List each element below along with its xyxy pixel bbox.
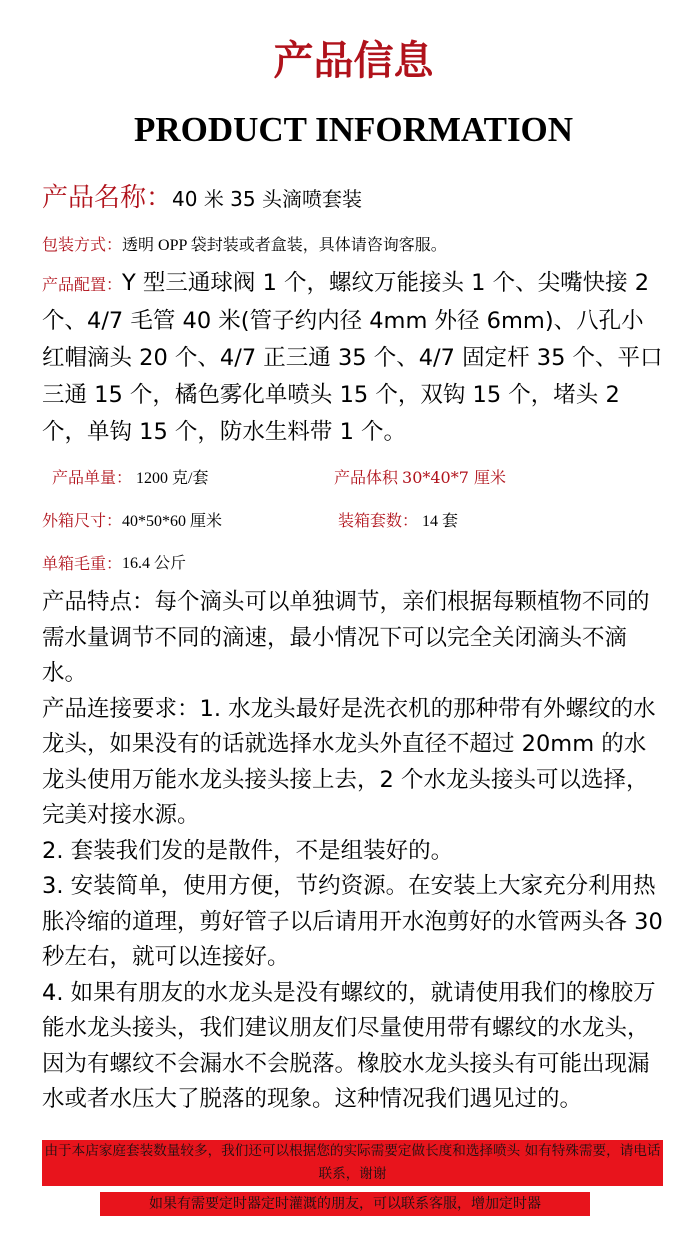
- sets-cell: [338, 510, 458, 533]
- volume-cell: [334, 467, 506, 490]
- product-name-row: [42, 180, 665, 220]
- packaging-label: 包装方式：: [42, 235, 123, 254]
- features-paragraph: 产品特点：每个滴头可以单独调节，亲们根据每颗植物不同的需水量调节不同的滴速，最小情况下可以完全关闭滴头不滴水。: [42, 589, 650, 686]
- requirement-3-paragraph: 3. 安装简单，使用方便，节约资源。在安装上大家充分利用热胀冷缩的道理，剪好管子以后请用开水泡剪好的水管两头各 30 秒左右，就可以连接好。: [42, 873, 663, 970]
- carton-size-cell: [42, 510, 338, 533]
- specs-row-weight-volume: [42, 467, 665, 490]
- timer-notice-banner: 如果有需要定时器定时灌溉的朋友，可以联系客服，增加定时器: [100, 1192, 590, 1216]
- gross-weight-label: 单箱毛重：: [42, 554, 123, 573]
- specs-row-carton: [42, 510, 665, 533]
- packaging-value: 透明 OPP 袋封装或者盒装，具体请咨询客服。: [122, 237, 447, 254]
- carton-size-label: 外箱尺寸：: [42, 511, 123, 530]
- unit-weight-label: 产品单量：: [52, 468, 133, 487]
- product-description: [42, 585, 665, 1118]
- custom-length-notice-banner: 由于本店家庭套装数量较多，我们还可以根据您的实际需要定做长度和选择喷头 如有特殊需要，请电话联系，谢谢: [42, 1140, 663, 1186]
- requirement-2-paragraph: 2. 套装我们发的是散件，不是组装好的。: [42, 837, 454, 864]
- product-name-label: 产品名称：: [42, 183, 173, 213]
- packaging-row: [42, 234, 665, 257]
- configuration-block: [42, 265, 665, 451]
- unit-weight-value: 1200 克/套: [136, 470, 209, 487]
- gross-weight-value: 16.4 公斤: [122, 555, 187, 572]
- requirement-1-paragraph: 产品连接要求：1. 水龙头最好是洗衣机的那种带有外螺纹的水龙头，如果没有的话就选择水龙头外直径不超过 20mm 的水龙头使用万能水龙头接头接上去，2 个水龙头接头可以选择，完美对接水源。: [42, 695, 656, 828]
- page-title-cn: 产品信息: [273, 37, 434, 84]
- specs-row-gross-weight: [42, 553, 665, 575]
- volume-label: 产品体积: [334, 468, 399, 487]
- volume-value: 30*40*7 厘米: [402, 468, 507, 487]
- page-title-en: PRODUCT INFORMATION: [133, 110, 574, 149]
- product-name-value: 40 米 35 头滴喷套装: [172, 187, 362, 211]
- requirement-4-paragraph: 4. 如果有朋友的水龙头是没有螺纹的，就请使用我们的橡胶万能水龙头接头，我们建议朋友们尽量使用带有螺纹的水龙头，因为有螺纹不会漏水不会脱落。橡胶水龙头接头有可能出现漏水或者水压大了脱落的现象。这种情况我们遇见过的。: [42, 979, 656, 1112]
- sets-label: 装箱套数：: [338, 511, 419, 530]
- unit-weight-cell: [52, 467, 334, 490]
- carton-size-value: 40*50*60 厘米: [122, 513, 223, 530]
- configuration-value: Y 型三通球阀 1 个，螺纹万能接头 1 个、尖嘴快接 2 个、4/7 毛管 40 米(管子约内径 4mm 外径 6mm)、八孔小红帽滴头 20 个、4/7 正三通 35 个、4/7 固定杆 35 个、平口三通 15 个，橘色雾化单喷头 15 个，双钩 15 个，堵头 2 个，单钩 15 个，防水生料带 1 个。: [42, 270, 663, 445]
- sets-value: 14 套: [422, 513, 459, 530]
- configuration-label: 产品配置：: [42, 275, 123, 294]
